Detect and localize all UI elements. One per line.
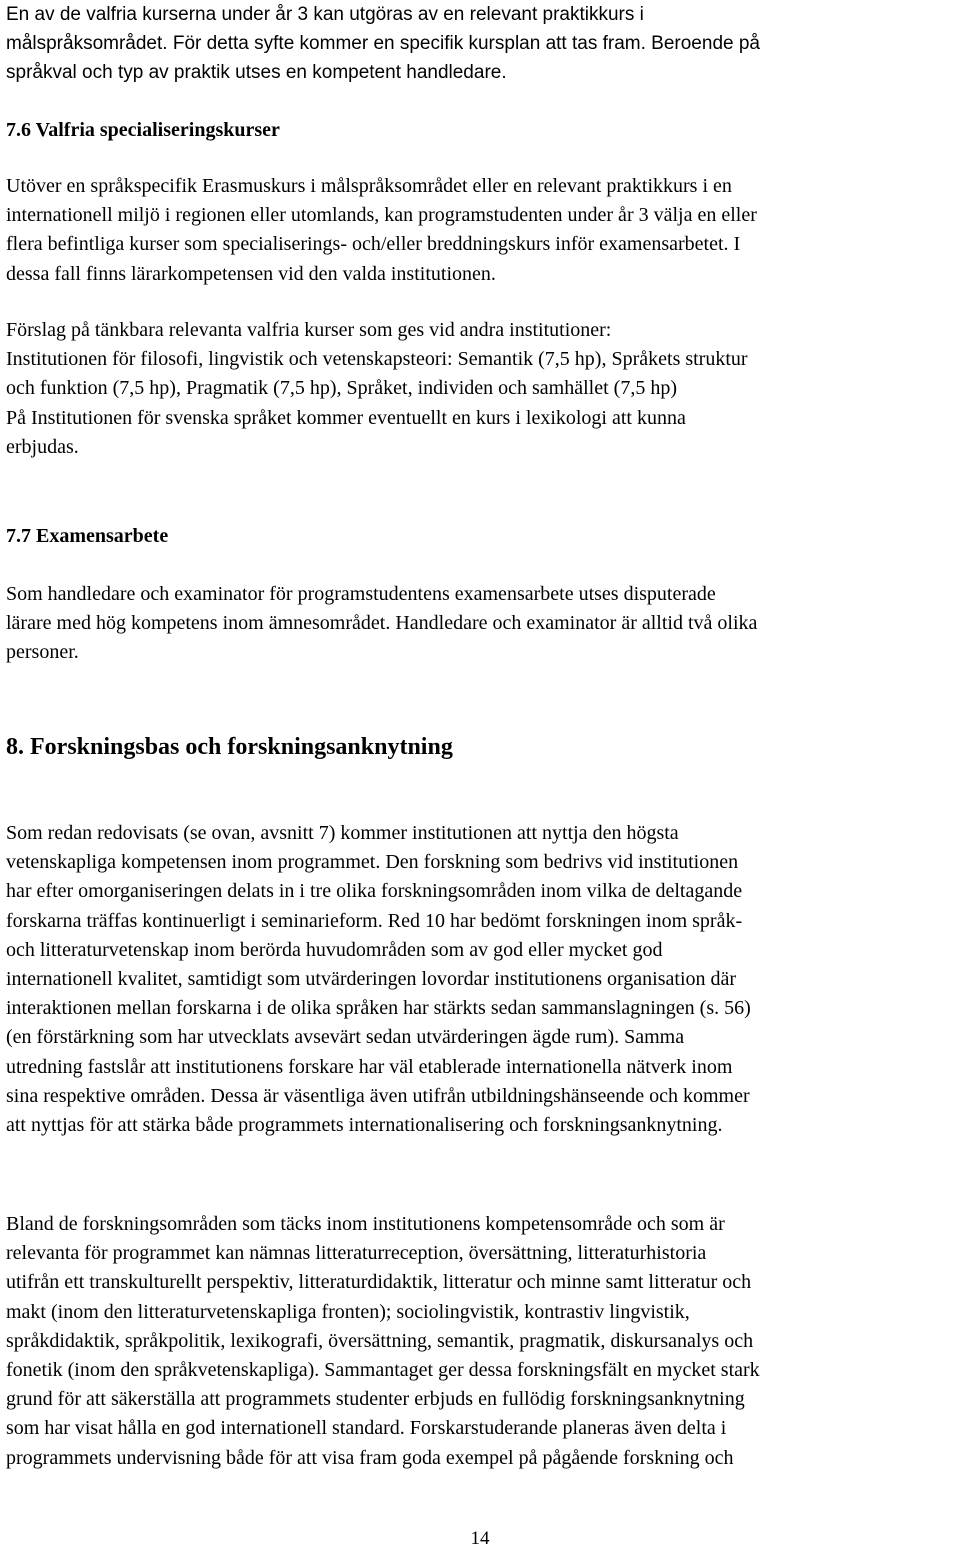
- text-line: har efter omorganiseringen delats in i tre olika forskningsområden inom vilka de deltagande: [6, 880, 743, 903]
- section-7-6-paragraph-1: [6, 172, 956, 289]
- text-line: fonetik (inom den språkvetenskapliga). Sammantaget ger dessa forskningsfält en mycket stark: [6, 1359, 760, 1382]
- text-line: Institutionen för filosofi, lingvistik och vetenskapsteori: Semantik (7,5 hp), Språkets struktur: [6, 348, 748, 371]
- text-line: En av de valfria kurserna under år 3 kan utgöras av en relevant praktikkurs i: [6, 4, 644, 25]
- intro-paragraph: [6, 0, 956, 88]
- text-line: Bland de forskningsområden som täcks inom institutionens kompetensområde och som är: [6, 1213, 725, 1235]
- text-line: programmets undervisning både för att visa fram goda exempel på pågående forskning och: [6, 1446, 734, 1469]
- text-line: Utöver en språkspecifik Erasmuskurs i målspråksområdet eller en relevant praktikkurs i en: [6, 175, 732, 197]
- text-line: (en förstärkning som har utvecklats avsevärt sedan utvärderingen ägde rum). Samma: [6, 1026, 685, 1049]
- text-line: internationell miljö i regionen eller utomlands, kan programstudenten under år 3 välja en eller: [6, 204, 757, 227]
- text-line: och funktion (7,5 hp), Pragmatik (7,5 hp), Språket, individen och samhället (7,5 hp): [6, 377, 677, 400]
- text-line: att nyttjas för att stärka både programmets internationalisering och forskningsanknytning.: [6, 1114, 723, 1137]
- text-line: relevanta för programmet kan nämnas litteraturreception, översättning, litteraturhistoria: [6, 1242, 707, 1265]
- section-heading-8: 8. Forskningsbas och forskningsanknytning: [6, 734, 453, 760]
- text-line: Som handledare och examinator för programstudentens examensarbete utses disputerade: [6, 583, 716, 605]
- section-8-paragraph-2: [6, 1210, 956, 1473]
- text-line: forskarna träffas kontinuerligt i seminarieform. Red 10 har bedömt forskningen inom språk-: [6, 909, 743, 932]
- text-line: och litteraturvetenskap inom berörda huvudområden som av god eller mycket god: [6, 938, 663, 961]
- text-line: sina respektive områden. Dessa är väsentliga även utifrån utbildningshänseende och kommer: [6, 1084, 750, 1107]
- section-7-6-paragraph-2: [6, 316, 956, 462]
- section-heading-7-6: 7.6 Valfria specialiseringskurser: [6, 119, 280, 141]
- section-8-paragraph-1: [6, 819, 956, 1140]
- text-line: makt (inom den litteraturvetenskapliga fronten); sociolingvistik, kontrastiv lingvistik,: [6, 1300, 690, 1323]
- section-7-7-paragraph: [6, 580, 956, 668]
- text-line: grund för att säkerställa att programmets studenter erbjuds en fullödig forskningsanknytning: [6, 1388, 745, 1411]
- text-line: flera befintliga kurser som specialiserings- och/eller breddningskurs inför examensarbetet. I: [6, 233, 741, 256]
- text-line: som har visat hålla en god internationell standard. Forskarstuderande planeras även delta i: [6, 1417, 727, 1440]
- text-line: språkval och typ av praktik utses en kompetent handledare.: [6, 62, 507, 84]
- text-line: Förslag på tänkbara relevanta valfria kurser som ges vid andra institutioner:: [6, 319, 612, 341]
- text-line: Som redan redovisats (se ovan, avsnitt 7) kommer institutionen att nyttja den högsta: [6, 822, 679, 844]
- text-line: vetenskapliga kompetensen inom programmet. Den forskning som bedrivs vid institutionen: [6, 851, 739, 874]
- text-line: interaktionen mellan forskarna i de olika språken har stärkts sedan sammanslagningen (s. 56): [6, 997, 751, 1020]
- text-line: personer.: [6, 641, 79, 664]
- text-line: språkdidaktik, språkpolitik, lexikografi, översättning, semantik, pragmatik, diskursanalys och: [6, 1329, 754, 1352]
- text-line: På Institutionen för svenska språket kommer eventuellt en kurs i lexikologi att kunna: [6, 406, 686, 429]
- text-line: dessa fall finns lärarkompetensen vid den valda institutionen.: [6, 262, 496, 285]
- page-number: 14: [470, 1528, 490, 1549]
- text-line: målspråksområdet. För detta syfte kommer en specifik kursplan att tas fram. Beroende på: [6, 33, 760, 55]
- section-heading-7-7: 7.7 Examensarbete: [6, 525, 169, 547]
- text-line: utredning fastslår att institutionens forskare har väl etablerade internationella nätverk inom: [6, 1055, 733, 1078]
- text-line: internationell kvalitet, samtidigt som utvärderingen lovordar institutionens organisation där: [6, 968, 737, 991]
- text-line: erbjudas.: [6, 435, 79, 458]
- text-line: lärare med hög kompetens inom ämnesområdet. Handledare och examinator är alltid två olika: [6, 612, 758, 635]
- text-line: utifrån ett transkulturellt perspektiv, litteraturdidaktik, litteratur och minne samt litteratur och: [6, 1271, 752, 1294]
